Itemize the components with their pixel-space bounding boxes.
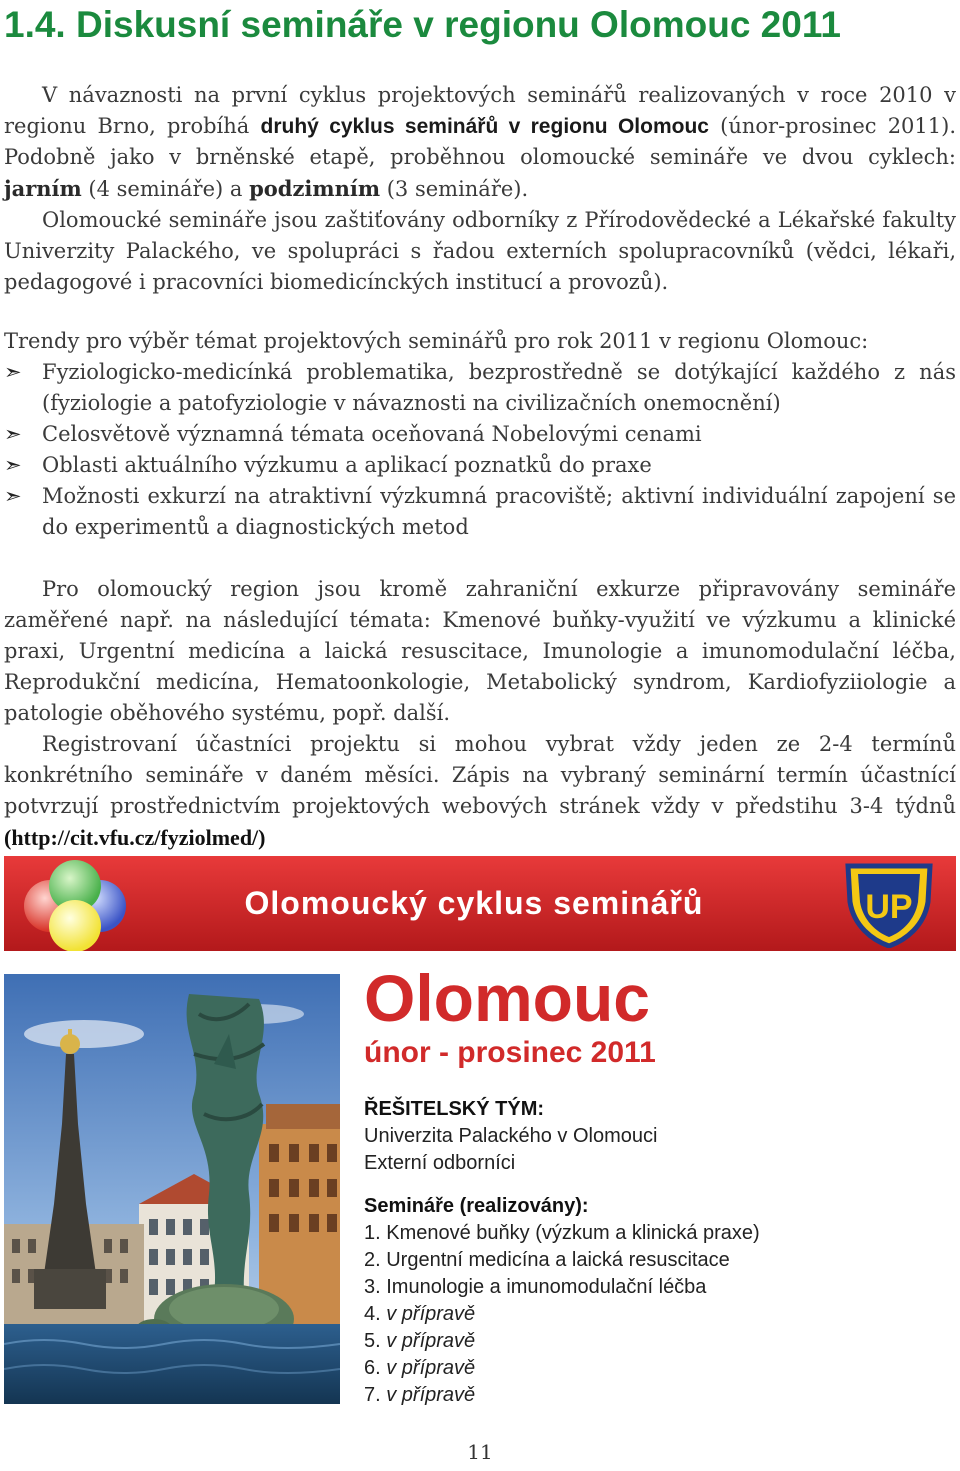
trends-title: Trendy pro výběr témat projektových seminářů pro rok 2011 v regionu Olomouc: <box>4 329 869 353</box>
outro-section <box>4 574 956 854</box>
trend-text: Oblasti aktuálního výzkumu a aplikací poznatků do praxe <box>42 453 652 477</box>
intro-text-d: (3 semináře). <box>380 177 529 201</box>
list-item: 1. Kmenové buňky (výzkum a klinická praxe) <box>364 1222 760 1244</box>
project-url-link[interactable]: (http://cit.vfu.cz/fyziolmed/) <box>4 825 266 850</box>
list-item <box>4 450 956 481</box>
list-item <box>364 1355 924 1382</box>
seminar-number: 7. <box>364 1384 387 1406</box>
seminar-number: 6. <box>364 1357 387 1379</box>
outro-text: Registrovaní účastníci projektu si mohou vybrat vždy jeden ze 2-4 termínů konkrétního semináře v daném měsíci. Zápis na vybraný seminární termín účastnící potvrzují prostřednictvím projektových webových stránek vždy v předstihu 3-4 týdnů <box>4 732 956 818</box>
team-member: Univerzita Palackého v Olomouci <box>364 1125 658 1147</box>
list-item: 2. Urgentní medicína a laická resuscitace <box>364 1249 730 1271</box>
trend-text: Fyziologicko-medicínká problematika, bezprostředně se dotýkající každého z nás (fyziologie a patofyziologie v návaznosti na civilizačních onemocnění) <box>42 360 956 415</box>
trends-section <box>4 326 956 543</box>
trend-text: Možnosti exkurzí na atraktivní výzkumná pracoviště; aktivní individuální zapojení se do experimentů a diagnostických metod <box>42 484 956 539</box>
list-item <box>4 419 956 450</box>
intro-section <box>4 80 956 298</box>
seminars-section <box>364 1193 924 1409</box>
arrow-bullet-icon: ➣ <box>4 360 22 384</box>
seminar-pending: v přípravě <box>386 1330 476 1352</box>
section-heading: 1.4. Diskusní semináře v regionu Olomouc 2011 <box>4 4 841 45</box>
list-item <box>364 1328 924 1355</box>
arrow-bullet-icon: ➣ <box>4 484 22 508</box>
outro-paragraph-1: Pro olomoucký region jsou kromě zahraniční exkurze připravovány semináře zaměřené např. na následující témata: Kmenové buňky-využití ve výzkumu a klinické praxi, Urgentní medicína a laická resuscitace, Imunologie a imunomodulační léčba, Reprodukční medicína, Hematoonkologie, Metabolický syndrom, Kardiofyziiologie a patologie oběhového systému, popř. další. <box>4 577 956 725</box>
seminar-pending: v přípravě <box>386 1303 476 1325</box>
arrow-bullet-icon: ➣ <box>4 453 22 477</box>
trends-list <box>4 357 956 543</box>
seminar-number: 4. <box>364 1303 387 1325</box>
team-section <box>364 1096 924 1177</box>
team-member: Externí odborníci <box>364 1152 516 1174</box>
seminar-pending: v přípravě <box>386 1357 476 1379</box>
poster-city: Olomouc <box>364 961 651 1035</box>
list-item <box>364 1301 924 1328</box>
arrow-bullet-icon: ➣ <box>4 422 22 446</box>
intro-text-b: (únor-prosinec 2011). Podobně jako v brněnské etapě, proběhnou olomoucké semináře ve dvou cyklech: <box>4 114 957 169</box>
list-item <box>4 481 956 543</box>
olomouc-square-photo <box>4 974 340 1404</box>
intro-paragraph-2: Olomoucké semináře jsou zaštiťovány odborníky z Přírodovědecké a Lékařské fakulty Univerzity Palackého, ve spolupráci s řadou externích spolupracovníků (vědci, lékaři, pedagogové i pracovníci biomedicínckých institucí a provozů). <box>4 208 956 294</box>
outro-paragraph-2 <box>4 729 956 854</box>
poster-period: únor - prosinec 2011 <box>364 1036 656 1069</box>
list-item <box>4 357 956 419</box>
crest-letters: UP <box>865 888 913 926</box>
seminar-number: 5. <box>364 1330 387 1352</box>
intro-emphasis-spring: jarním <box>4 176 82 201</box>
seminars-list <box>364 1220 924 1409</box>
seminar-pending: v přípravě <box>386 1384 476 1406</box>
banner-title: Olomoucký cyklus seminářů <box>244 885 704 921</box>
university-crest-icon <box>844 862 934 948</box>
intro-emphasis-cycle: druhý cyklus seminářů v regionu Olomouc <box>260 115 709 138</box>
list-item: 3. Imunologie a imunomodulační léčba <box>364 1276 707 1298</box>
intro-emphasis-autumn: podzimním <box>249 176 381 201</box>
list-item <box>364 1382 924 1409</box>
team-label: ŘEŠITELSKÝ TÝM: <box>364 1098 545 1120</box>
seminars-label: Semináře (realizovány): <box>364 1195 589 1217</box>
page-number: 11 <box>467 1440 493 1464</box>
intro-text-a: V návaznosti na první cyklus projektových seminářů realizovaných v roce 2010 v regionu Brno, probíhá <box>4 83 956 138</box>
intro-text-c: (4 semináře) a <box>81 177 250 201</box>
seminar-banner <box>4 856 956 951</box>
trend-text: Celosvětově významná témata oceňovaná Nobelovými cenami <box>42 422 702 446</box>
intro-paragraph-1 <box>4 80 956 205</box>
